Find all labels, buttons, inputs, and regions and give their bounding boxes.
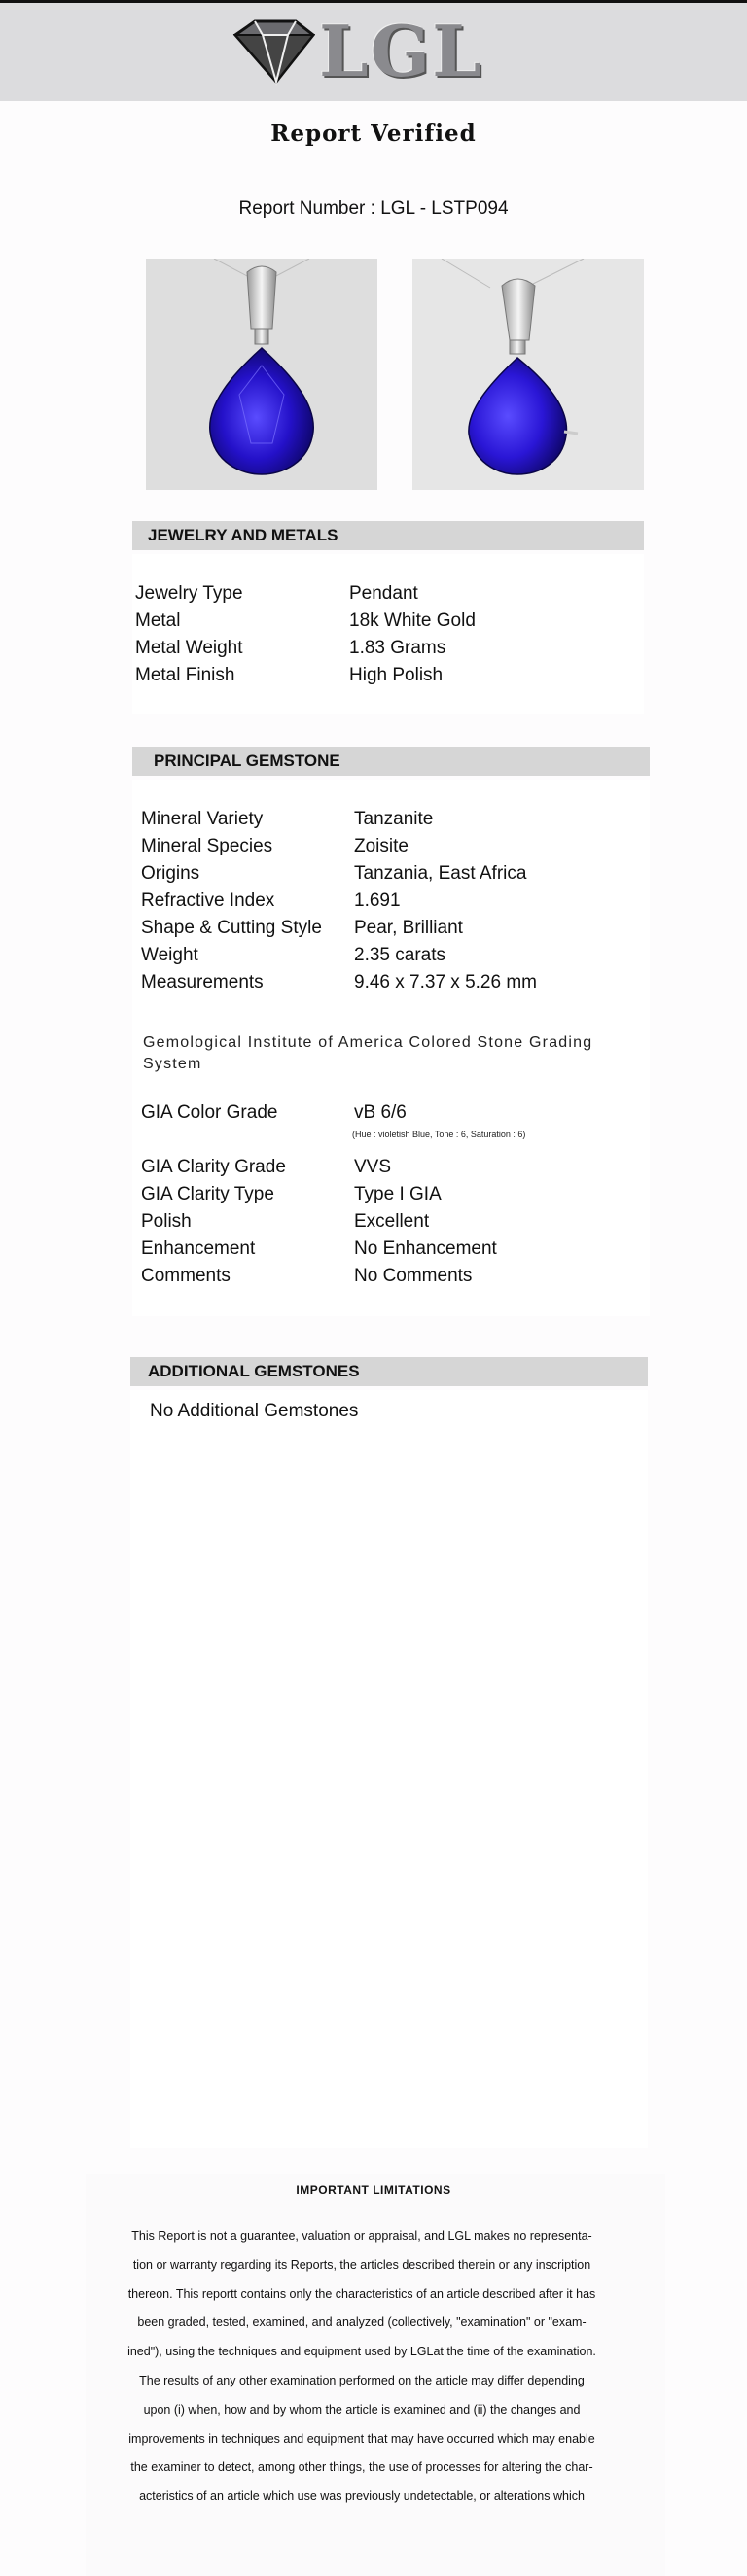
gia-clarity-type-value: Type I GIA (354, 1184, 442, 1204)
product-photo-front (146, 259, 377, 490)
gia-color-grade-value: vB 6/6 (354, 1102, 407, 1123)
enhancement-value: No Enhancement (354, 1238, 497, 1259)
metal-value: 18k White Gold (349, 610, 476, 631)
diamond-icon (226, 17, 319, 86)
limitations-line: thereon. This reportt contains only the characteristics of an article described after it has (127, 2286, 596, 2301)
refractive-index-label: Refractive Index (141, 890, 275, 911)
limitations-heading: IMPORTANT LIMITATIONS (296, 2183, 451, 2197)
metal-finish-label: Metal Finish (135, 665, 235, 685)
polish-value: Excellent (354, 1211, 430, 1232)
report-number: Report Number : LGL - LSTP094 (238, 198, 509, 219)
limitations-line: been graded, tested, examined, and analyzed (collectively, "examination" or "exam- (137, 2315, 587, 2330)
measurements-value: 9.46 x 7.37 x 5.26 mm (354, 972, 537, 992)
page-title: Report Verified (270, 121, 477, 147)
limitations-line: upon (i) when, how and by whom the article is examined and (ii) the changes and (143, 2402, 581, 2417)
mineral-species-value: Zoisite (354, 836, 409, 856)
limitations-line: the examiner to detect, among other things, the use of processes for altering the char- (130, 2460, 593, 2475)
metal-label: Metal (135, 610, 181, 631)
jewelry-panel (132, 554, 644, 714)
comments-label: Comments (141, 1266, 231, 1286)
jewelry-section-header: JEWELRY AND METALS (132, 521, 644, 550)
polish-label: Polish (141, 1211, 192, 1232)
refractive-index-value: 1.691 (354, 890, 401, 911)
origins-value: Tanzania, East Africa (354, 863, 527, 884)
gia-color-grade-detail: (Hue : violetish Blue, Tone : 6, Saturation : 6) (352, 1130, 526, 1139)
metal-weight-value: 1.83 Grams (349, 638, 446, 658)
limitations-line: improvements in techniques and equipment that may have occurred which may enable (128, 2431, 595, 2446)
mineral-species-label: Mineral Species (141, 836, 273, 856)
jewelry-type-label: Jewelry Type (135, 583, 243, 604)
comments-value: No Comments (354, 1266, 473, 1286)
gia-clarity-type-label: GIA Clarity Type (141, 1184, 274, 1204)
principal-section-header: PRINCIPAL GEMSTONE (132, 747, 650, 776)
origins-label: Origins (141, 863, 200, 884)
mineral-variety-label: Mineral Variety (141, 809, 264, 829)
measurements-label: Measurements (141, 972, 264, 992)
limitations-line: The results of any other examination performed on the article may differ depending (139, 2373, 585, 2387)
product-photo-side (412, 259, 644, 490)
mineral-variety-value: Tanzanite (354, 809, 434, 829)
lgl-logo (226, 10, 483, 92)
limitations-line: tion or warranty regarding its Reports, the articles described therein or any inscription (132, 2257, 591, 2272)
limitations-line: This Report is not a guarantee, valuation or appraisal, and LGL makes no representa- (131, 2229, 592, 2243)
weight-label: Weight (141, 945, 198, 965)
weight-value: 2.35 carats (354, 945, 445, 965)
logo-text: LGL (319, 10, 483, 92)
gia-color-grade-label: GIA Color Grade (141, 1102, 278, 1123)
additional-section-header: ADDITIONAL GEMSTONES (130, 1357, 648, 1386)
additional-panel (130, 1390, 648, 2148)
enhancement-label: Enhancement (141, 1238, 256, 1259)
gia-clarity-grade-value: VVS (354, 1157, 392, 1177)
limitations-line: acteristics of an article which use was previously undetectable, or alterations which (139, 2489, 585, 2504)
limitations-text (101, 2222, 622, 2512)
gia-system-note-line1: Gemological Institute of America Colored Stone Grading (143, 1034, 593, 1051)
metal-weight-label: Metal Weight (135, 638, 243, 658)
limitations-line: ined"), using the techniques and equipment used by LGLat the time of the examination. (127, 2345, 596, 2359)
gia-system-note-line2: System (143, 1056, 202, 1072)
shape-cutting-label: Shape & Cutting Style (141, 918, 322, 938)
shape-cutting-value: Pear, Brilliant (354, 918, 463, 938)
no-additional-gemstones: No Additional Gemstones (150, 1401, 359, 1421)
jewelry-type-value: Pendant (349, 583, 418, 604)
header-bar (0, 0, 747, 101)
metal-finish-value: High Polish (349, 665, 444, 685)
gia-clarity-grade-label: GIA Clarity Grade (141, 1157, 286, 1177)
